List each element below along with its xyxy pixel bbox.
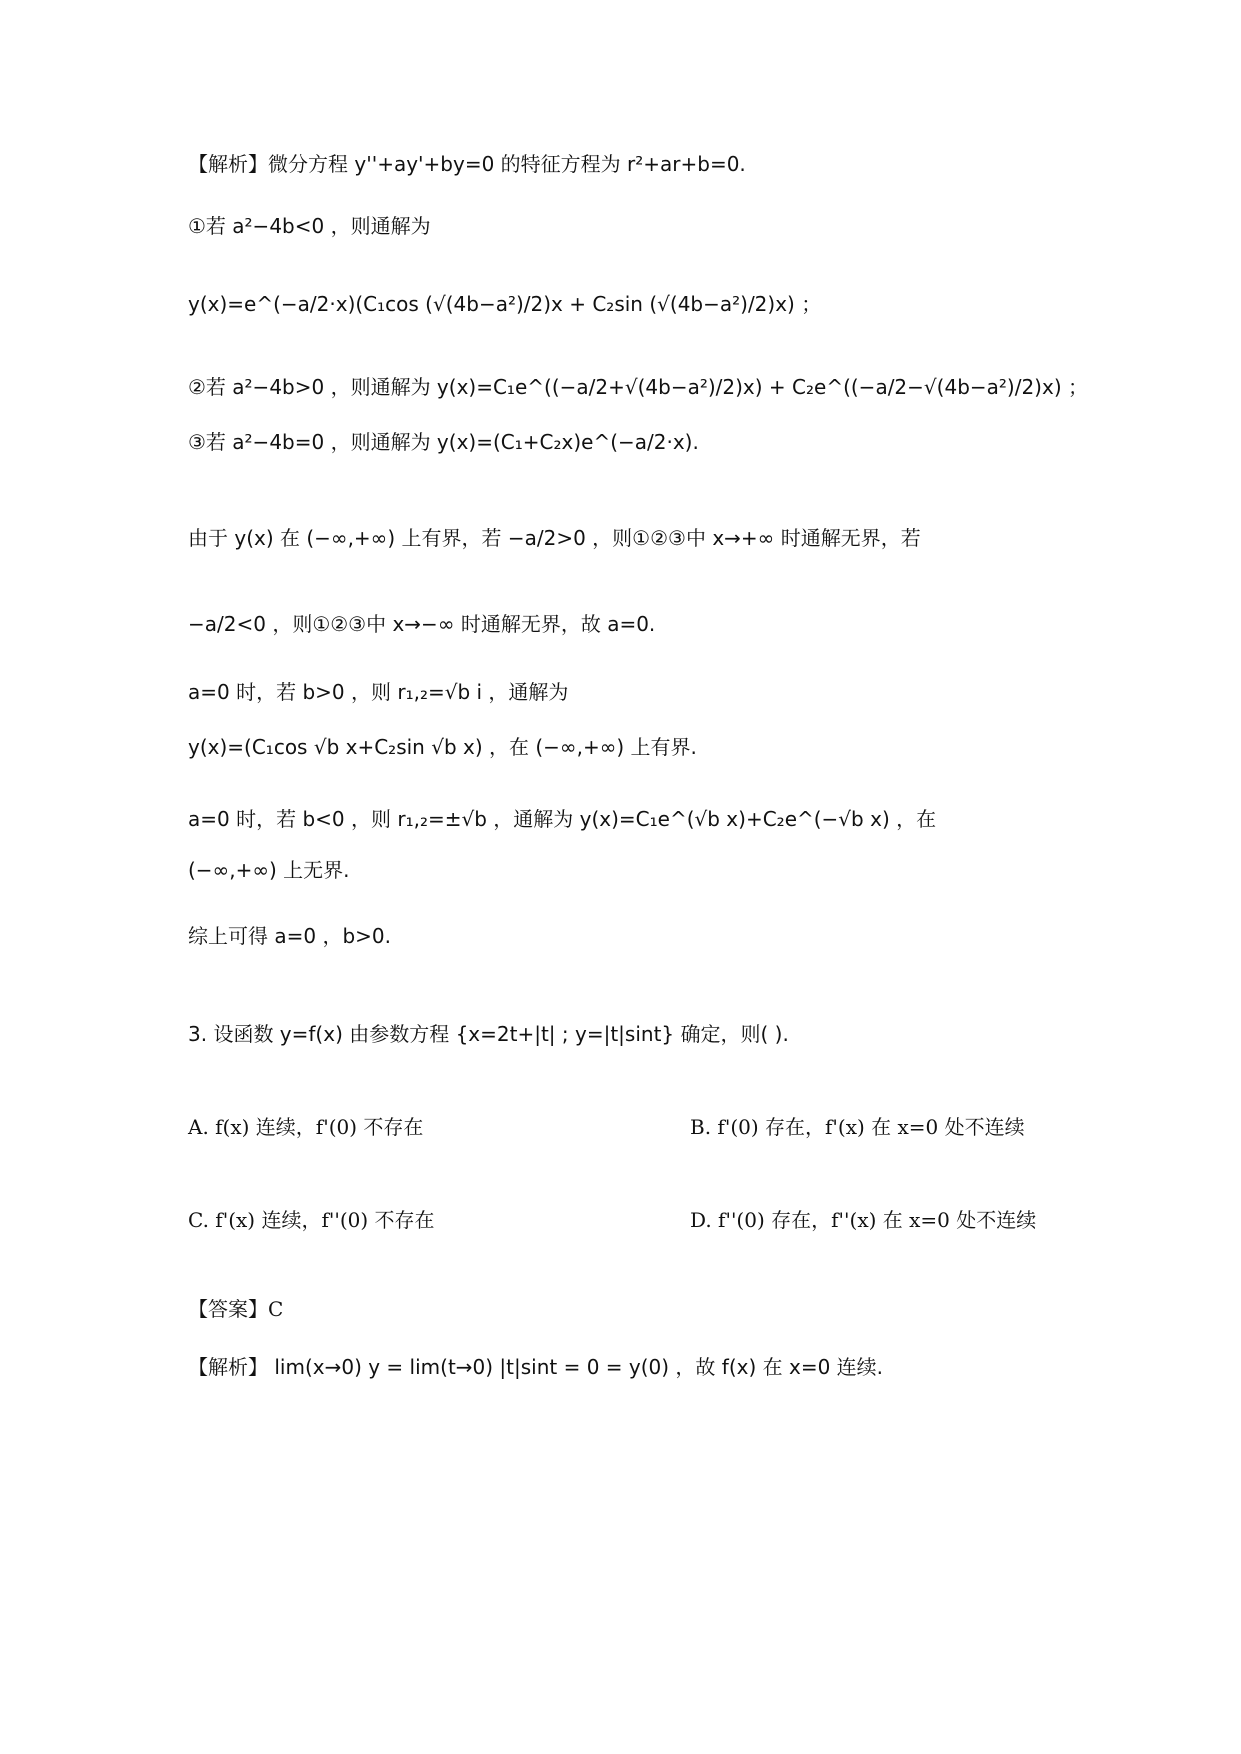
line-1: 【解析】微分方程 y''+ay'+by=0 的特征方程为 r²+ar+b=0. (188, 152, 746, 176)
line-2: ①若 a²−4b<0 ，则通解为 (188, 214, 431, 238)
option-d: D. f''(0) 存在，f''(x) 在 x=0 处不连续 (690, 1208, 1037, 1232)
line-4: ②若 a²−4b>0 ，则通解为 y(x)=C₁e^((−a/2+√(4b−a²)/2)x) + C₂e^((−a/2−√(4b−a²)/2)x) ； (188, 375, 1088, 399)
line-13: 3. 设函数 y=f(x) 由参数方程 {x=2t+|t| ; y=|t|sint} 确定，则( ). (188, 1022, 789, 1046)
line-8: a=0 时，若 b>0 ，则 r₁,₂=√b i ，通解为 (188, 680, 569, 704)
line-3: y(x)=e^(−a/2·x)(C₁cos (√(4b−a²)/2)x + C₂sin (√(4b−a²)/2)x) ； (188, 292, 822, 316)
line-9: y(x)=(C₁cos √b x+C₂sin √b x) ，在 (−∞,+∞) 上有界. (188, 735, 697, 759)
line-10: a=0 时，若 b<0 ，则 r₁,₂=±√b ，通解为 y(x)=C₁e^(√b x)+C₂e^(−√b x) ，在 (188, 807, 937, 831)
line-11: (−∞,+∞) 上无界. (188, 858, 350, 882)
option-a: A. f(x) 连续，f'(0) 不存在 (188, 1115, 424, 1139)
answer: 【答案】C (188, 1297, 284, 1321)
line-7: −a/2<0 ，则①②③中 x→−∞ 时通解无界，故 a=0. (188, 612, 656, 636)
line-6: 由于 y(x) 在 (−∞,+∞) 上有界，若 −a/2>0 ，则①②③中 x→+∞ 时通解无界，若 (188, 526, 921, 550)
analysis: 【解析】 lim(x→0) y = lim(t→0) |t|sint = 0 = y(0) ，故 f(x) 在 x=0 连续. (188, 1355, 884, 1379)
line-5: ③若 a²−4b=0 ，则通解为 y(x)=(C₁+C₂x)e^(−a/2·x). (188, 430, 699, 454)
line-12: 综上可得 a=0 ，b>0. (188, 924, 391, 948)
option-c: C. f'(x) 连续，f''(0) 不存在 (188, 1208, 435, 1232)
option-b: B. f'(0) 存在，f'(x) 在 x=0 处不连续 (690, 1115, 1025, 1139)
